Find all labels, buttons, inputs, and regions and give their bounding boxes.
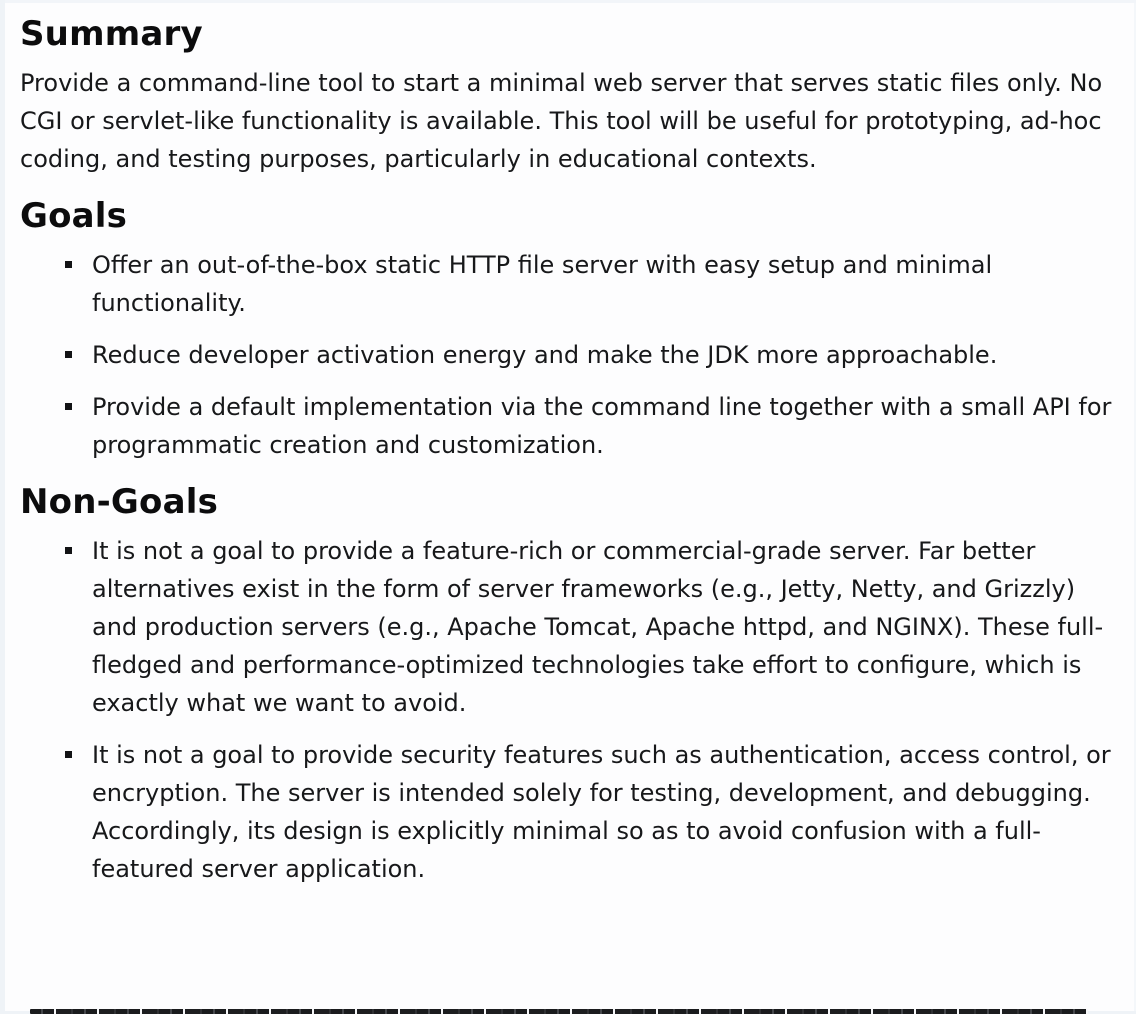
list-item (92, 532, 1112, 722)
goals-list (20, 246, 1112, 464)
list-item (92, 336, 1112, 374)
list-item-text: It is not a goal to provide a feature-rich or commercial-grade server. Far better alternatives exist in the form of server frameworks (e.g., Jetty, Netty, and Grizzly) and production servers (e.g., Apache Tomcat, Apache httpd, and NGINX). These full-fledged and performance-optimized technologies take effort to configure, which is exactly what we want to avoid. (92, 537, 1104, 717)
summary-paragraph: Provide a command-line tool to start a minimal web server that serves static files only. No CGI or servlet-like functionality is available. This tool will be useful for prototyping, ad-hoc coding, and testing purposes, particularly in educational contexts. (20, 69, 1103, 173)
list-item-text: Reduce developer activation energy and make the JDK more approachable. (92, 341, 998, 369)
section-heading-summary: Summary (20, 14, 203, 54)
list-item (92, 388, 1112, 464)
square-bullet-icon (65, 261, 72, 268)
list-item (92, 246, 1112, 322)
square-bullet-icon (65, 351, 72, 358)
section-heading-goals: Goals (20, 196, 128, 236)
square-bullet-icon (65, 751, 72, 758)
list-item-text: Offer an out-of-the-box static HTTP file server with easy setup and minimal functionality. (92, 251, 993, 317)
list-item (92, 736, 1112, 888)
section-heading-non-goals: Non-Goals (20, 482, 219, 522)
square-bullet-icon (65, 403, 72, 410)
list-item-text: Provide a default implementation via the command line together with a small API for programmatic creation and customization. (92, 393, 1112, 459)
cutoff-next-text-line (30, 1009, 1088, 1014)
list-item-text: It is not a goal to provide security features such as authentication, access control, or encryption. The server is intended solely for testing, development, and debugging. Accordingly, its design is explicitly minimal so as to avoid confusion with a full-featured server application. (92, 741, 1111, 883)
non-goals-list (20, 532, 1112, 888)
square-bullet-icon (65, 547, 72, 554)
